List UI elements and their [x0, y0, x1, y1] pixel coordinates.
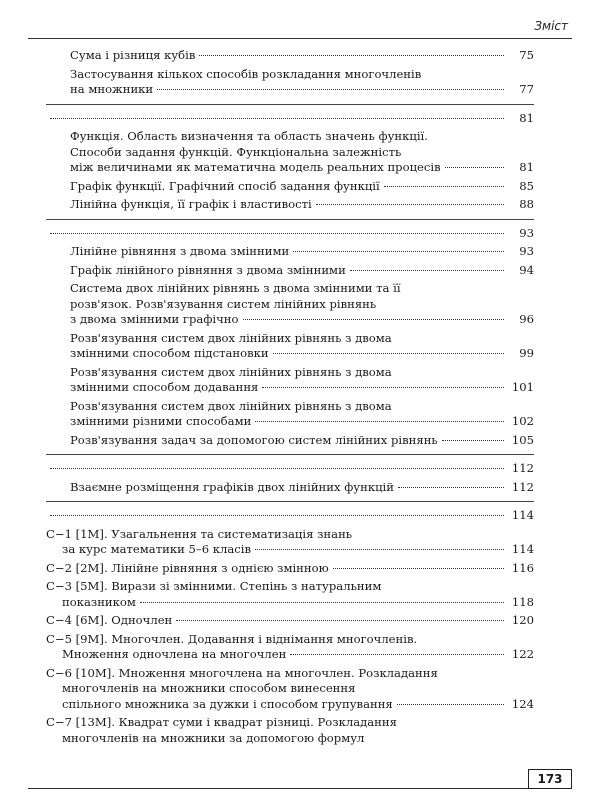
dot-leader: [176, 620, 504, 621]
work-entry: [46, 527, 534, 558]
toc-entry-title: Графік функції. Графічний спосіб задання функції: [70, 178, 380, 193]
footer-rule: [28, 788, 530, 789]
toc-entry-title: з двома змінними графічно: [70, 312, 239, 326]
toc-entry: [46, 67, 534, 98]
dot-leader: [243, 319, 505, 320]
toc-page-number: 94: [519, 262, 534, 277]
dot-leader: [140, 602, 504, 603]
toc-page-number: 99: [519, 346, 534, 360]
toc-page-number: 88: [519, 197, 534, 211]
toc-entry-title: Сума і різниця кубів: [70, 48, 196, 62]
section-heading: [46, 111, 534, 127]
toc-entry-line: многочленів на множники способом винесення: [62, 681, 356, 695]
toc-entry-title: змінними різними способами: [70, 414, 252, 428]
toc-entry-line: Функція. Область визначення та область значень функції.: [70, 129, 428, 143]
toc-entry: [46, 48, 534, 64]
toc-entry-line: С−3 [5М]. Вирази зі змінними. Степінь з натуральним: [46, 579, 382, 593]
toc-entry-line: Розв'язування систем двох лінійних рівнянь з двома: [70, 330, 392, 345]
toc-entry-title: Лінійна функція, її графік і властивості: [70, 197, 312, 211]
section-heading: [46, 226, 534, 242]
toc-entry-line: Розв'язування систем двох лінійних рівнянь з двома: [70, 364, 392, 379]
dot-leader: [333, 568, 504, 569]
toc-page-number: 102: [511, 414, 534, 428]
toc-page-number: 93: [519, 225, 534, 240]
toc-entry-title: між величинами як математична модель реальних процесів: [70, 160, 441, 174]
toc-entry: [46, 129, 534, 176]
work-entry: [46, 561, 534, 577]
toc-entry-title: змінними способом додавання: [70, 380, 259, 394]
work-entry: [46, 632, 534, 663]
toc-entry-title: Лінійне рівняння з двома змінними: [70, 244, 290, 258]
toc-page-number: 75: [519, 48, 534, 62]
section-divider: [46, 501, 534, 502]
dot-leader: [384, 186, 504, 187]
toc-page-number: 81: [519, 110, 534, 125]
toc-entry: [46, 179, 534, 195]
toc-page-number: 112: [511, 461, 534, 475]
dot-leader: [50, 233, 504, 234]
toc-entry: [46, 331, 534, 362]
toc-entry-line: Система двох лінійних рівнянь з двома змінними та її: [70, 281, 401, 295]
toc-entry-title: Розв'язування задач за допомогою систем лінійних рівнянь: [70, 432, 438, 447]
dot-leader: [255, 549, 504, 550]
toc-entry: [46, 399, 534, 430]
dot-leader: [293, 251, 504, 252]
work-entry: [46, 666, 534, 713]
dot-leader: [50, 468, 504, 469]
toc-page-number: 122: [511, 647, 534, 661]
toc-entry-line: С−6 [10М]. Множення многочлена на многочлен. Розкладання: [46, 665, 438, 680]
toc-page-number: 101: [511, 380, 534, 394]
work-entry: [46, 579, 534, 610]
toc-entry-title: Множення одночлена на многочлен: [62, 647, 287, 661]
section-heading: [46, 461, 534, 477]
section-divider: [46, 219, 534, 220]
header-title: Зміст: [534, 19, 568, 33]
toc-entry: [46, 365, 534, 396]
toc-entry-line: Застосування кількох способів розкладання многочленів: [70, 66, 422, 81]
toc-entry-title: С−2 [2М]. Лінійне рівняння з однією змінною: [46, 560, 329, 575]
dot-leader: [398, 487, 504, 488]
dot-leader: [290, 654, 504, 655]
table-of-contents: [46, 48, 534, 746]
toc-page-number: 81: [519, 160, 534, 174]
page-number: 173: [528, 769, 572, 789]
toc-page-number: 114: [511, 542, 534, 556]
toc-entry-title: Взаємне розміщення графіків двох лінійних функцій: [70, 479, 394, 494]
toc-page-number: 114: [511, 508, 534, 522]
dot-leader: [50, 118, 504, 119]
dot-leader: [397, 704, 504, 705]
toc-page-number: 96: [519, 312, 534, 326]
toc-entry: [46, 281, 534, 328]
toc-entry-title: спільного множника за дужки і способом групування: [62, 696, 393, 711]
toc-entry-line: Способи задання функцій. Функціональна залежність: [70, 144, 402, 159]
toc-page-number: 120: [511, 613, 534, 627]
section-divider: [46, 104, 534, 105]
toc-page-number: 85: [519, 178, 534, 193]
toc-page-number: 77: [519, 82, 534, 96]
toc-entry-line: розв'язок. Розв'язування систем лінійних рівнянь: [70, 296, 377, 311]
toc-entry-line: Розв'язування систем двох лінійних рівнянь з двома: [70, 398, 392, 413]
dot-leader: [442, 440, 504, 441]
running-header: [28, 16, 572, 39]
toc-entry-title: показником: [62, 594, 136, 609]
section-divider: [46, 454, 534, 455]
toc-page-number: 112: [511, 479, 534, 494]
toc-entry-title: Графік лінійного рівняння з двома змінними: [70, 262, 346, 277]
dot-leader: [199, 55, 504, 56]
toc-entry-line: многочленів на множники за допомогою формул: [62, 730, 365, 745]
toc-entry-title: С−4 [6М]. Одночлен: [46, 613, 173, 627]
dot-leader: [445, 167, 504, 168]
toc-page-number: 93: [519, 244, 534, 258]
toc-entry-title: змінними способом підстановки: [70, 346, 269, 360]
toc-entry-title: за курс математики 5–6 класів: [62, 542, 252, 556]
toc-page-number: 105: [511, 432, 534, 447]
dot-leader: [157, 89, 504, 90]
toc-entry-line: С−7 [13М]. Квадрат суми і квадрат різниці. Розкладання: [46, 715, 397, 729]
work-entry: [46, 613, 534, 629]
dot-leader: [262, 387, 504, 388]
dot-leader: [255, 421, 504, 422]
toc-page-number: 118: [511, 594, 534, 609]
toc-entry: [46, 197, 534, 213]
dot-leader: [50, 515, 504, 516]
toc-page-number: 124: [511, 696, 534, 711]
dot-leader: [273, 353, 504, 354]
dot-leader: [350, 270, 504, 271]
toc-entry: [46, 480, 534, 496]
toc-entry-line: С−1 [1М]. Узагальнення та систематизація знань: [46, 526, 353, 541]
toc-entry-line: С−5 [9М]. Многочлен. Додавання і віднімання многочленів.: [46, 631, 418, 646]
toc-entry: [46, 263, 534, 279]
dot-leader: [316, 204, 504, 205]
toc-page-number: 116: [511, 560, 534, 575]
toc-entry: [46, 244, 534, 260]
toc-entry: [46, 433, 534, 449]
toc-entry-title: на множники: [70, 82, 154, 96]
work-entry: [46, 715, 534, 746]
section-heading: [46, 508, 534, 524]
